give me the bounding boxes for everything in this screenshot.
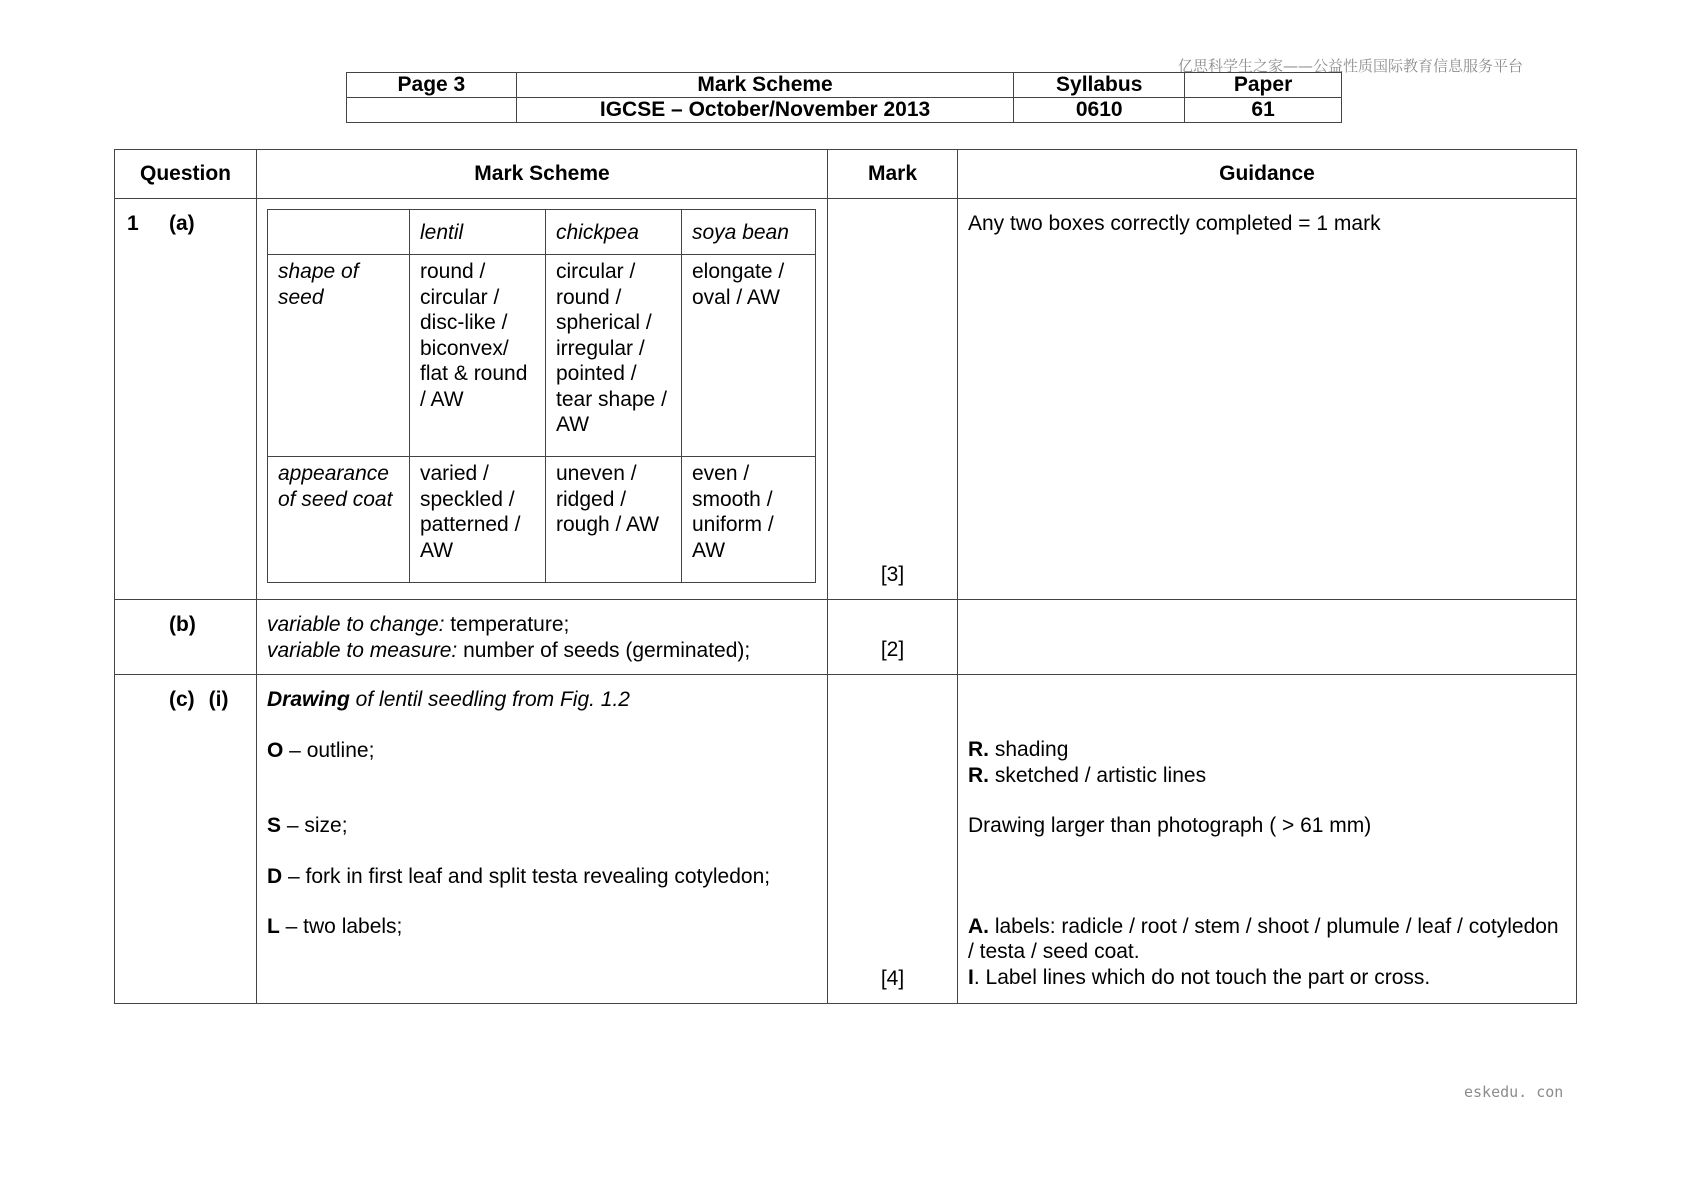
seed-table	[267, 209, 816, 583]
mark-scheme-table	[114, 149, 1577, 1004]
col-question: Question	[115, 150, 257, 199]
row-q1b	[115, 600, 1577, 675]
header-title: Mark Scheme	[516, 73, 1013, 98]
row-q1a	[115, 199, 1577, 600]
header-paper-label: Paper	[1185, 73, 1342, 98]
guidance-reject-shading: R. shading	[968, 738, 1069, 761]
mark-1b: [2]	[880, 637, 905, 661]
seed-table-cell: even / smooth / uniform / AW	[682, 457, 816, 583]
question-part: (a)	[169, 212, 195, 235]
header-page: Page 3	[347, 73, 517, 98]
seed-table-row-label: shape of seed	[268, 255, 410, 457]
watermark-bottom: eskedu. con	[1464, 1083, 1564, 1101]
seed-table-cell: uneven / ridged / rough / AW	[546, 457, 682, 583]
guidance-1ci	[958, 675, 1577, 1004]
question-1a	[115, 199, 257, 600]
point-outline: O – outline;	[267, 738, 375, 762]
question-part: (b)	[169, 613, 196, 636]
point-detail: D – fork in first leaf and split testa revealing cotyledon;	[267, 864, 771, 888]
mark-1ci-cell	[828, 675, 958, 1004]
seed-table-row-label: appearance of seed coat	[268, 457, 410, 583]
variable-measure: variable to measure: number of seeds (germinated);	[267, 638, 751, 662]
point-labels: L – two labels;	[267, 915, 403, 938]
point-size: S – size;	[267, 814, 348, 837]
question-1b	[115, 600, 257, 675]
row-q1ci	[115, 675, 1577, 1004]
guidance-reject-sketched: R. sketched / artistic lines	[968, 763, 1207, 787]
seed-table-corner	[268, 210, 410, 255]
mark-1a: [3]	[880, 562, 905, 586]
mark-scheme-1ci	[257, 675, 828, 1004]
watermark-top: 亿思科学生之家——公益性质国际教育信息服务平台	[1178, 57, 1524, 75]
col-mark: Mark	[828, 150, 958, 199]
question-part: (c)	[169, 688, 195, 711]
seed-table-header: soya bean	[682, 210, 816, 255]
guidance-1a	[958, 199, 1577, 600]
guidance-text: Any two boxes correctly completed = 1 mark	[968, 212, 1381, 235]
seed-table-cell: elongate / oval / AW	[682, 255, 816, 457]
mark-scheme-1a	[257, 199, 828, 600]
header-exam: IGCSE – October/November 2013	[516, 98, 1013, 123]
guidance-ignore: I. Label lines which do not touch the part or cross.	[968, 965, 1431, 989]
question-1ci	[115, 675, 257, 1004]
col-guidance: Guidance	[958, 150, 1577, 199]
mark-1b-cell	[828, 600, 958, 675]
question-subpart: (i)	[208, 688, 229, 711]
seed-table-cell: varied / speckled / patterned / AW	[410, 457, 546, 583]
header-syllabus: 0610	[1014, 98, 1185, 123]
mark-1a-cell	[828, 199, 958, 600]
header-table	[346, 72, 1342, 123]
header-syllabus-label: Syllabus	[1014, 73, 1185, 98]
header-empty	[347, 98, 517, 123]
header-paper: 61	[1185, 98, 1342, 123]
drawing-heading: Drawing of lentil seedling from Fig. 1.2	[267, 688, 630, 711]
variable-change: variable to change: temperature;	[267, 613, 570, 636]
mark-scheme-1b	[257, 600, 828, 675]
guidance-1b	[958, 600, 1577, 675]
guidance-size: Drawing larger than photograph ( > 61 mm)	[968, 814, 1372, 837]
seed-table-header: lentil	[410, 210, 546, 255]
seed-table-header: chickpea	[546, 210, 682, 255]
guidance-accept-labels: A. labels: radicle / root / stem / shoot / plumule / leaf / cotyledon / testa / seed coat.	[968, 914, 1559, 963]
mark-1ci: [4]	[880, 966, 905, 990]
col-mark-scheme: Mark Scheme	[257, 150, 828, 199]
seed-table-cell: round / circular / disc-like / biconvex/ flat & round / AW	[410, 255, 546, 457]
question-number: 1	[127, 212, 139, 235]
seed-table-cell: circular / round / spherical / irregular / pointed / tear shape / AW	[546, 255, 682, 457]
